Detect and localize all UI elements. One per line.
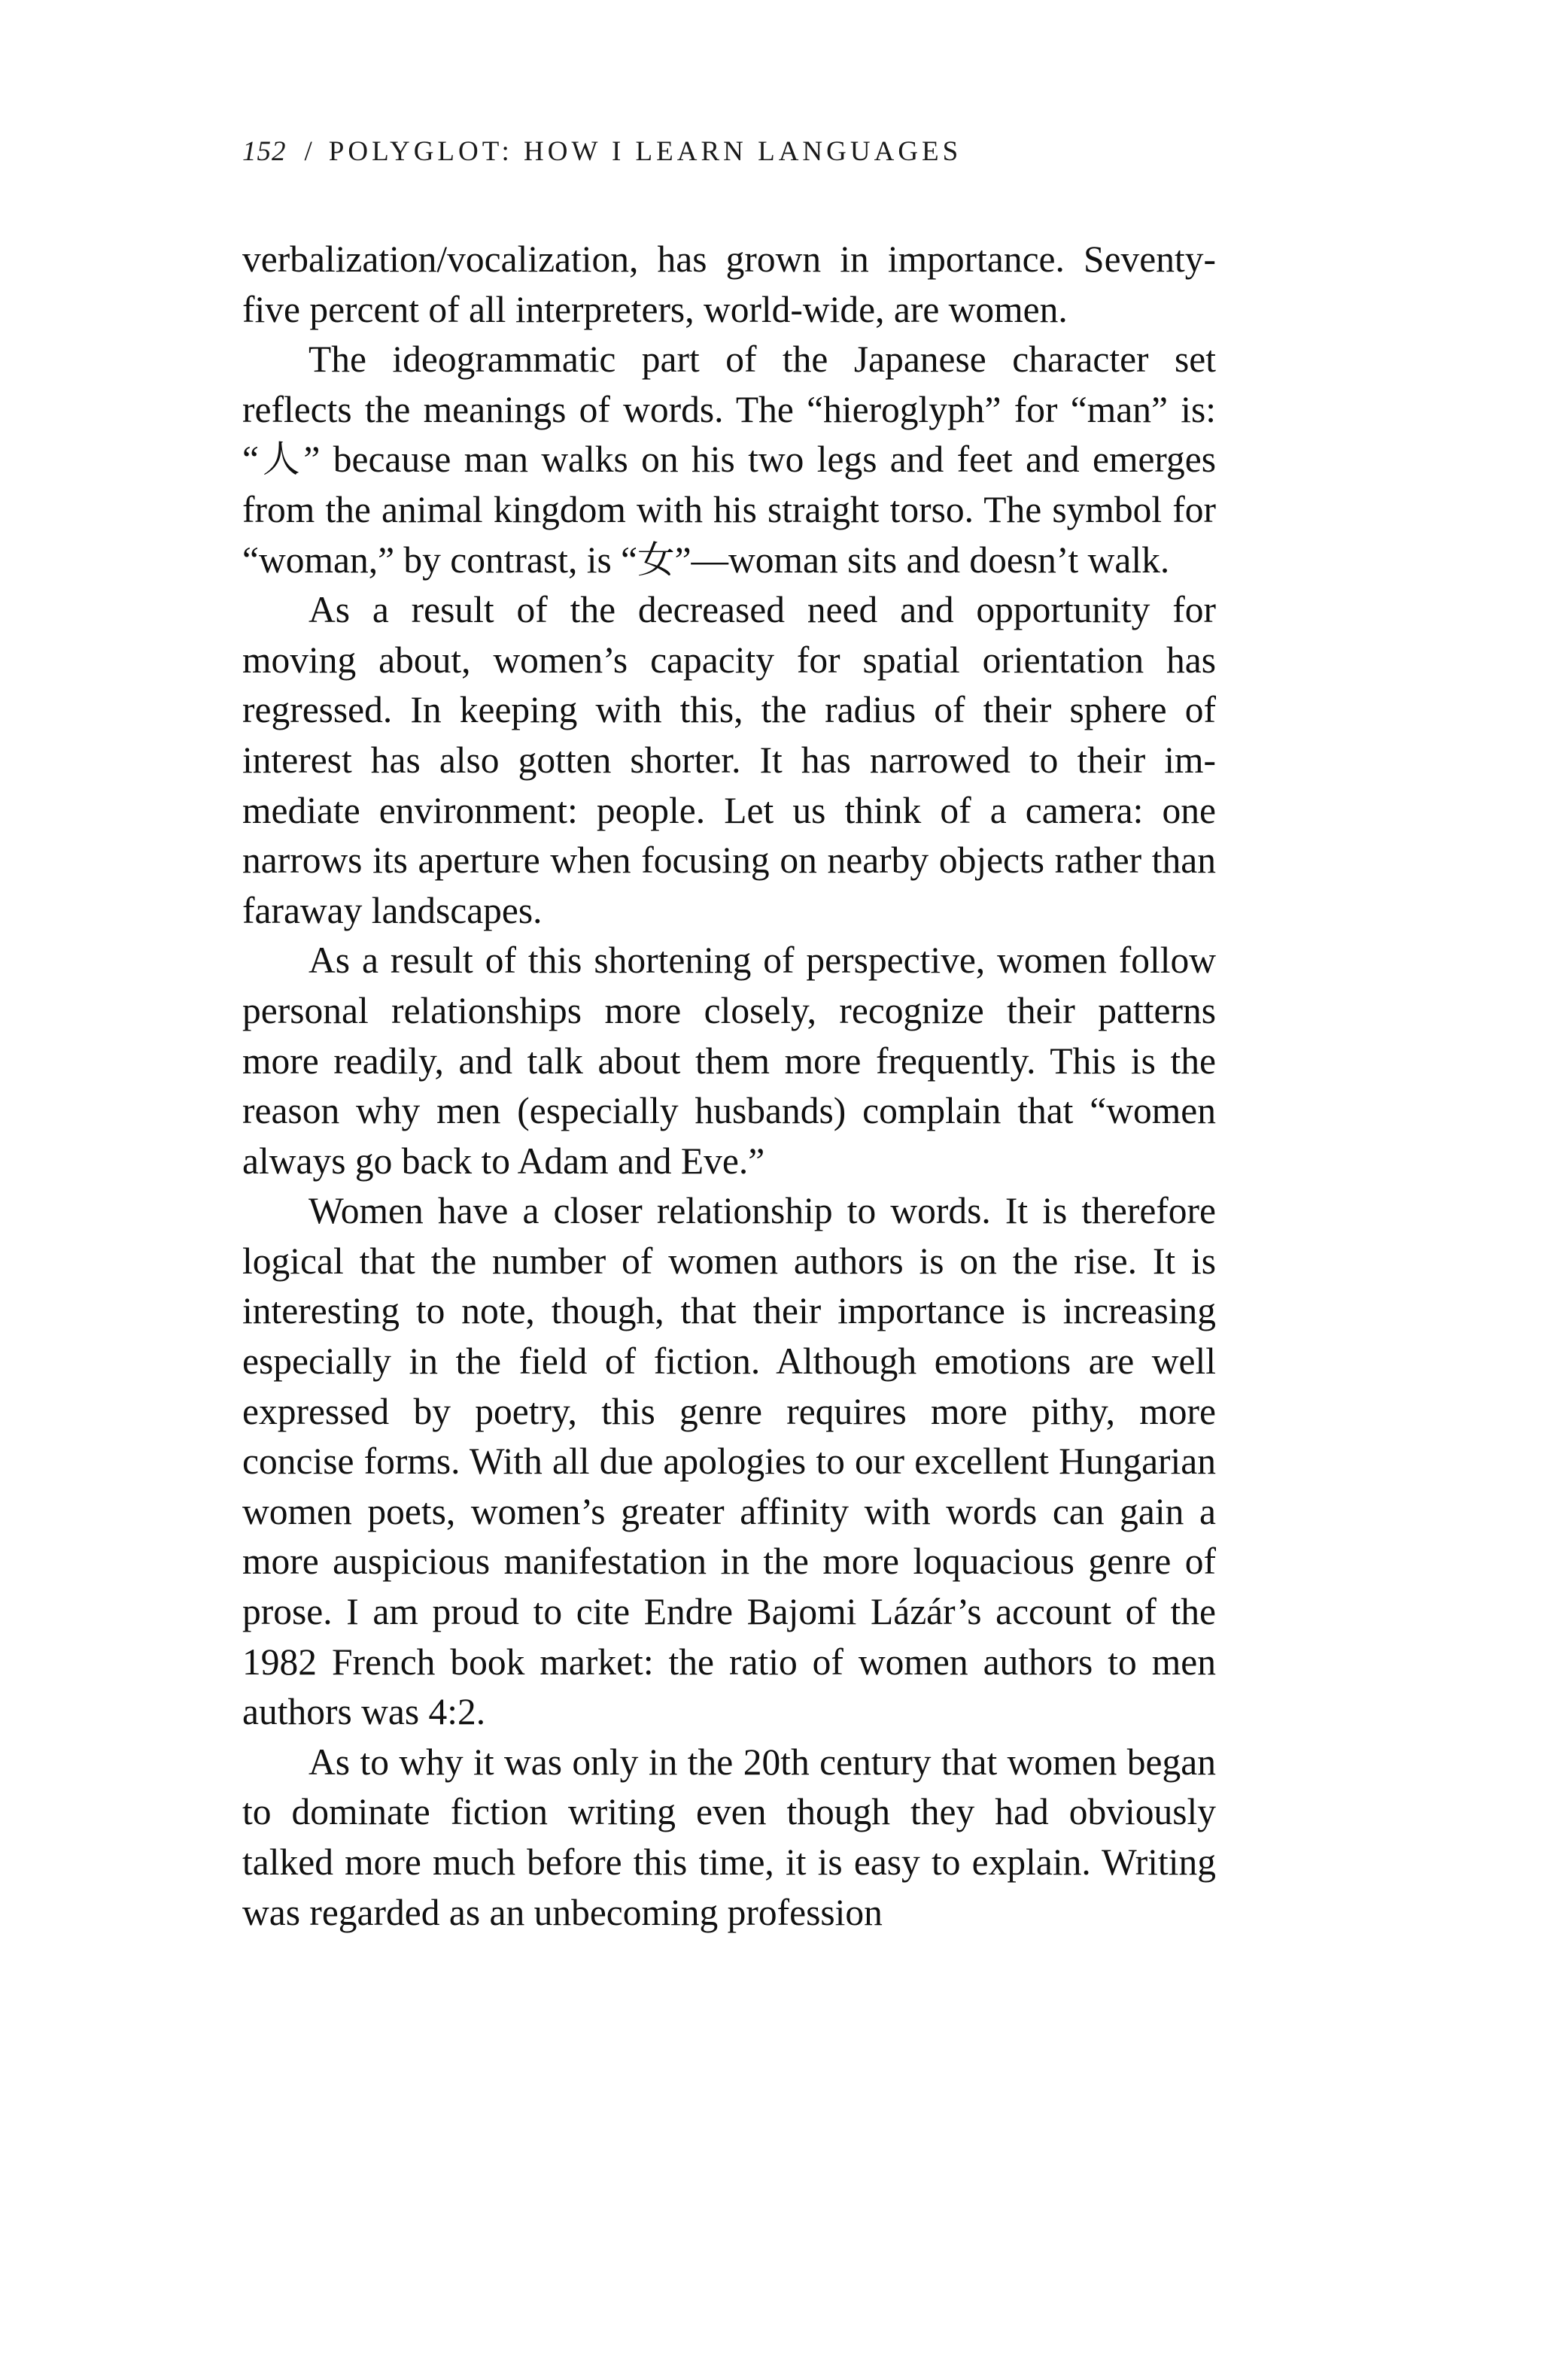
body-text bbox=[242, 235, 1216, 1938]
book-title: POLYGLOT: HOW I LEARN LANGUAGES bbox=[328, 136, 962, 167]
paragraph: As a result of this shortening of perspective, women follow personal relationships more closely, recognize their patterns more readily, and talk about them more frequently. This is the reason why men (especially husbands) complain that “women always go back to Adam and Eve.” bbox=[242, 940, 1216, 1182]
paragraph: As a result of the decreased need and opportunity for moving about, women’s capacity for spatial orientation has regressed. In keeping with this, the radius of their sphere of interest has also gotten shorter. It has narrowed to their immediate environment: people. Let us think of a camera: one narrows its aperture when focusing on nearby objects rather than faraway landscapes. bbox=[242, 589, 1216, 931]
paragraph: The ideogrammatic part of the Japanese character set reflects the meanings of words. The “hieroglyph” for “man” is: “人” because man walks on his two legs and feet and emerges from the animal kingdom with his straight torso. The symbol for “woman,” by contrast, is “女”—woman sits and doesn’t walk. bbox=[242, 338, 1216, 581]
paragraph: As to why it was only in the 20th century that women began to dominate fiction writing even though they had obviously talked more much before this time, it is easy to explain. Writing was regarded as an unbecoming profession bbox=[242, 1741, 1216, 1933]
paragraph: Women have a closer relationship to words. It is therefore logical that the number of women authors is on the rise. It is interesting to note, though, that their importance is increasing especially in the field of fiction. Although emotions are well expressed by poetry, this genre requires more pithy, more concise forms. With all due apologies to our excellent Hungarian women poets, women’s greater affinity with words can gain a more auspicious manifestation in the more loquacious genre of prose. I am proud to cite Endre Bajomi Lázár’s account of the 1982 French book market: the ratio of women authors to men authors was 4:2. bbox=[242, 1190, 1216, 1733]
paragraph-continued: verbalization/vocalization, has grown in importance. Seventy-five percent of all interpreters, world-wide, are women. bbox=[242, 238, 1216, 330]
page-number: 152 bbox=[242, 136, 287, 167]
running-head bbox=[242, 129, 1220, 175]
header-separator: / bbox=[304, 136, 312, 167]
